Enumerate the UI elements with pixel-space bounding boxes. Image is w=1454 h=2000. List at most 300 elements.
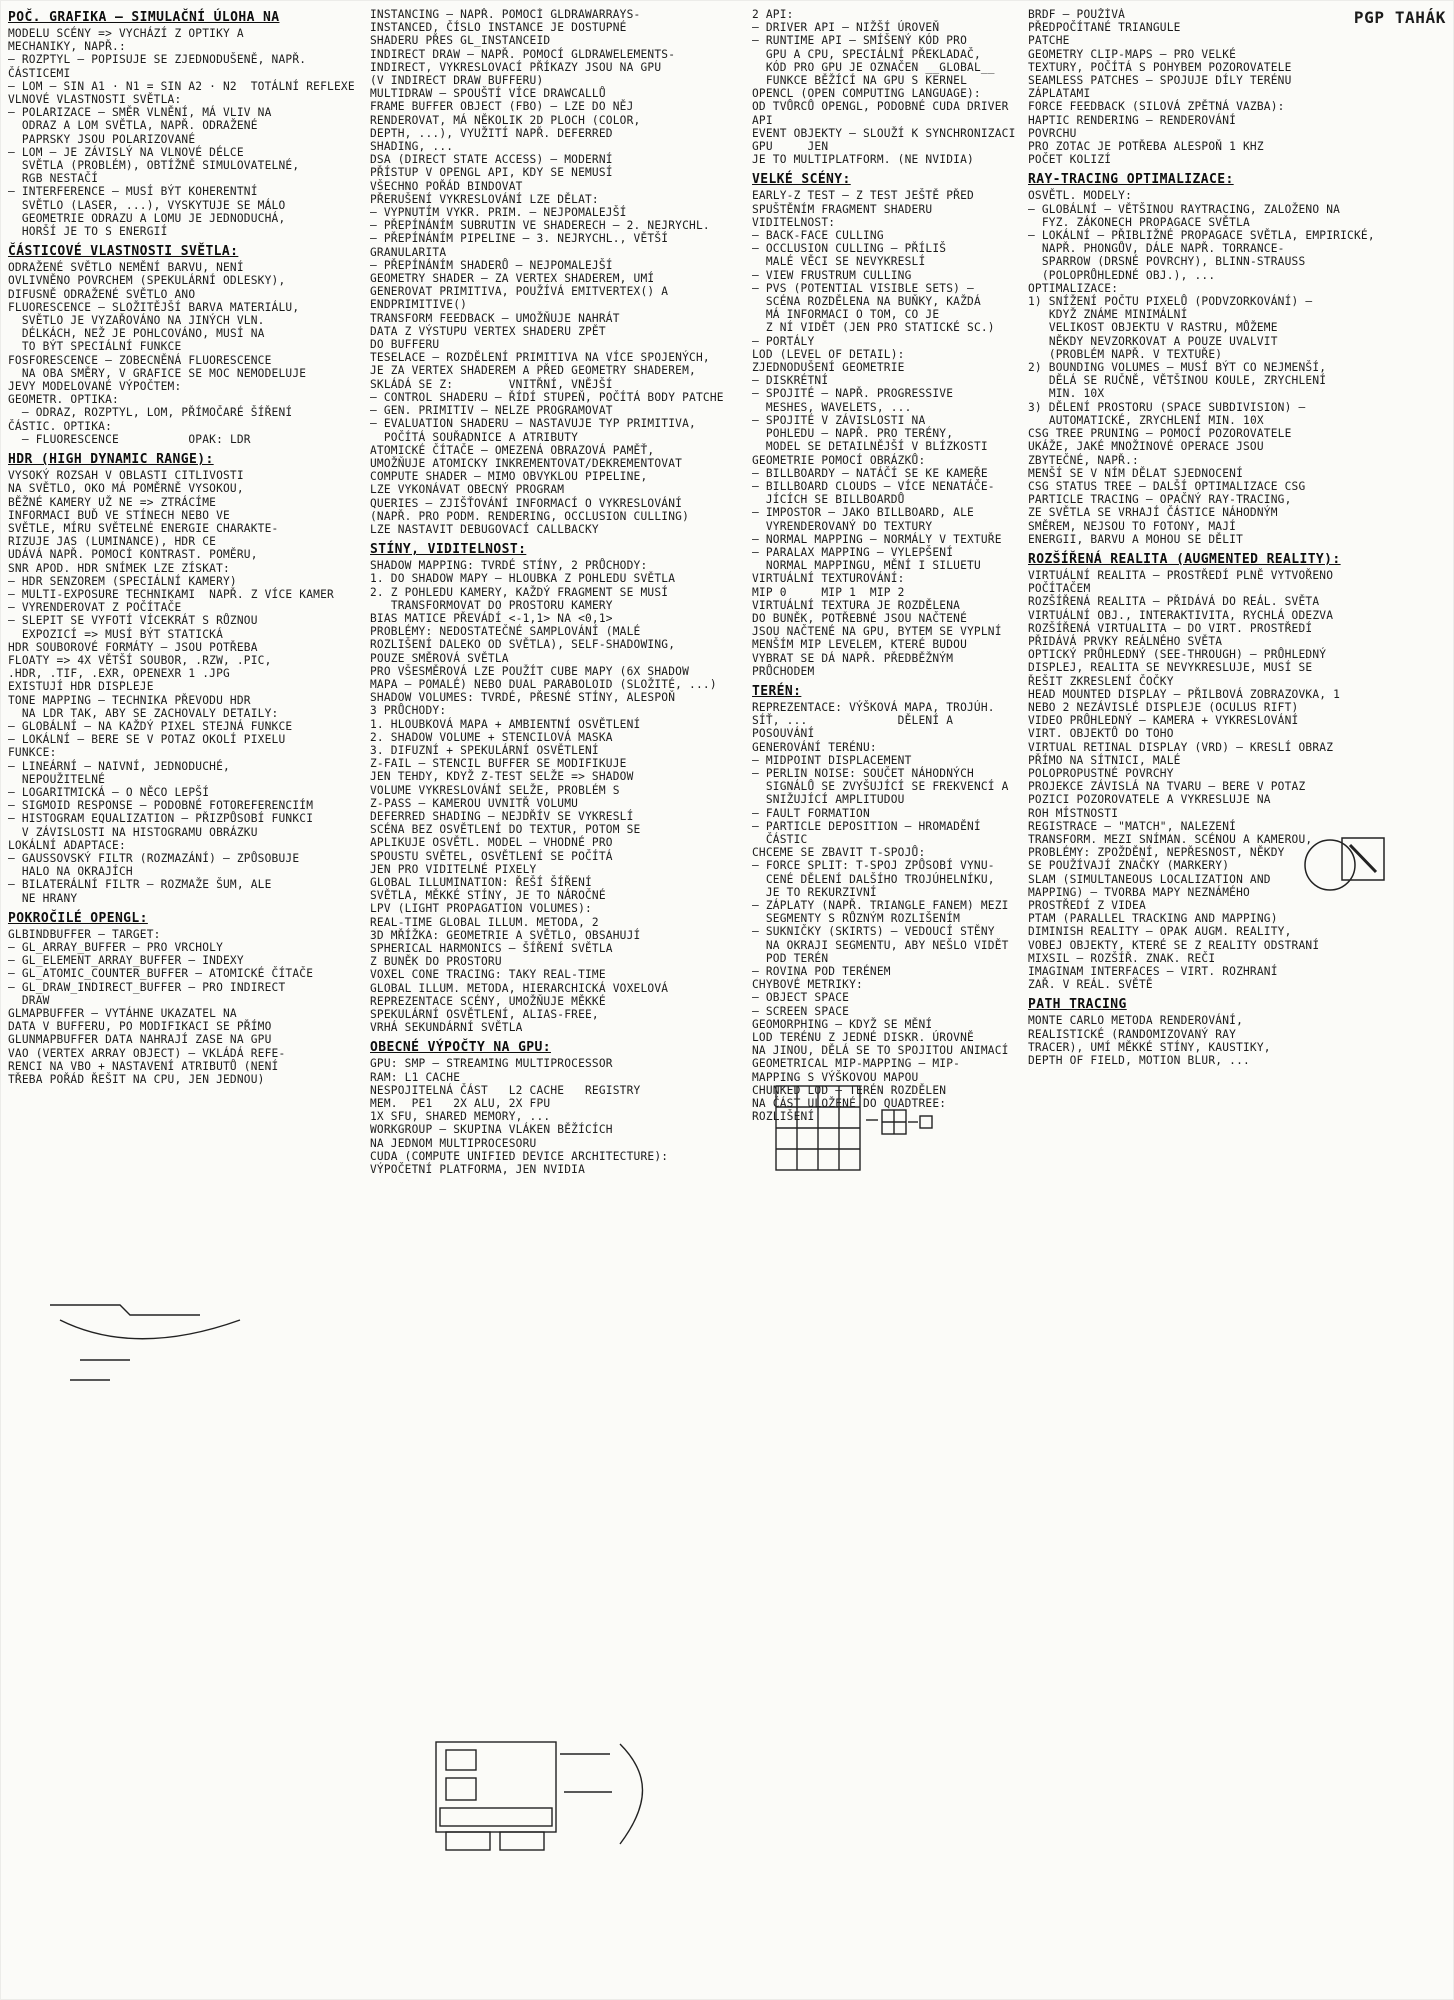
text-line: – DRIVER API – NIŽŠÍ ÚROVEŇ: [752, 21, 940, 35]
text-line: SCÉNA BEZ OSVĚTLENÍ DO TEXTUR, POTOM SE: [370, 823, 641, 837]
text-line: DRAW: [8, 993, 50, 1007]
text-line: ROZLIŠENÍ DALEKO OD SVĚTLA), SELF-SHADOWING,: [370, 638, 676, 652]
text-line: POD TERÉN: [752, 951, 829, 965]
section-4-1: [1028, 8, 1446, 166]
text-line: – GL_ARRAY_BUFFER – PRO VRCHOLY: [8, 941, 223, 954]
text-line: SLAM (SIMULTANEOUS LOCALIZATION AND: [1028, 872, 1271, 886]
text-line: FYZ. ZÁKONECH PROPAGACE SVĚTLA: [1028, 215, 1250, 229]
text-line: JE ZA VERTEX SHADEREM A PŘED GEOMETRY SHADEREM,: [370, 364, 696, 378]
text-line: – PŘEPÍNÁNÍM SHADERŮ – NEJPOMALEJŠÍ: [370, 258, 613, 272]
text-line: UKÁŽE, JAKÉ MNOŽINOVÉ OPERACE JSOU: [1028, 440, 1264, 454]
text-line: VŠECHNO POŘÁD BINDOVAT: [370, 179, 523, 193]
text-line: – FAULT FORMATION: [752, 806, 870, 820]
text-line: CENÉ DĚLENÍ DALŠÍHO TROJÚHELNÍKU,: [752, 872, 995, 886]
text-line: GPU A CPU, SPECIÁLNÍ PŘEKLADAČ,: [752, 47, 981, 61]
text-line: PRO VŠESMĚROVÁ LZE POUŽÍT CUBE MAPY (6X SHADOW: [370, 664, 690, 678]
text-line: OD TVŮRCŮ OPENGL, PODOBNÉ CUDA DRIVER API: [752, 100, 1016, 127]
text-line: SPOUSTU SVĚTEL, OSVĚTLENÍ SE POČÍTÁ: [370, 849, 613, 863]
text-line: – VYPNUTÍM VYKR. PRIM. – NEJPOMALEJŠÍ: [370, 206, 627, 220]
section-heading: OBECNÉ VÝPOČTY NA GPU:: [370, 1040, 551, 1056]
text-line: NA JEDNOM MULTIPROCESORU: [370, 1136, 537, 1150]
text-line: VYRENDEROVANÝ DO TEXTURY: [752, 519, 933, 533]
text-line: (NAPŘ. PRO PODM. RENDERING, OCCLUSION CULLING): [370, 509, 690, 523]
text-line: – SUKNIČKY (SKIRTS) – VEDOUCÍ STĚNY: [752, 925, 995, 939]
text-line: – POLARIZACE – SMĚR VLNĚNÍ, MÁ VLIV NA: [8, 106, 272, 120]
text-line: DÉLKÁCH, NEŽ JE POHLCOVÁNO, MUSÍ NA: [8, 327, 265, 341]
text-line: CHCEME SE ZBAVIT T-SPOJŮ:: [752, 846, 926, 860]
text-line: GEOMETRIE ODRAZU A LOMU JE JEDNODUCHÁ,: [8, 211, 286, 225]
text-line: PŘERUŠENÍ VYKRESLOVÁNÍ LZE DĚLAT:: [370, 192, 599, 206]
text-line: ČÁSTIC: [752, 832, 808, 846]
text-line: 3) DĚLENÍ PROSTORU (SPACE SUBDIVISION) –: [1028, 400, 1306, 414]
text-line: SKLÁDÁ SE Z: VNITŘNÍ, VNĚJŠÍ: [370, 377, 613, 391]
section-4-4: [1028, 997, 1446, 1067]
text-line: JEN TEHDY, KDYŽ Z-TEST SELŽE => SHADOW: [370, 770, 634, 784]
text-line: KÓD PRO GPU JE OZNAČEN __GLOBAL__: [752, 60, 995, 74]
text-line: – PARALAX MAPPING – VYLEPŠENÍ: [752, 545, 954, 559]
text-line: AUTOMATICKÉ, ZRYCHLENÍ MIN. 10X: [1028, 413, 1264, 427]
text-line: FUNKCE BĚŽÍCÍ NA GPU S KERNEL: [752, 74, 968, 88]
text-line: MESHES, WAVELETS, ...: [752, 400, 912, 414]
text-line: MIP 0 MIP 1 MIP 2: [752, 585, 905, 599]
text-line: – LOGARITMICKÁ – O NĚCO LEPŠÍ: [8, 785, 210, 799]
text-line: Z NÍ VIDĚT (JEN PRO STATICKÉ SC.): [752, 321, 995, 335]
text-line: SPARROW (DRSNÉ POVRCHY), BLINN-STRAUSS: [1028, 255, 1306, 269]
section-heading: RAY-TRACING OPTIMALIZACE:: [1028, 172, 1234, 188]
text-line: 2 API:: [752, 8, 794, 21]
text-line: ROZŠÍŘENÁ VIRTUALITA – DO VIRT. PROSTŘEDÍ: [1028, 621, 1313, 635]
section-heading: TERÉN:: [752, 683, 802, 699]
section-heading: ČÁSTICOVÉ VLASTNOSTI SVĚTLA:: [8, 244, 239, 260]
text-line: – GL_DRAW_INDIRECT_BUFFER – PRO INDIRECT: [8, 980, 286, 994]
text-line: – PORTÁLY: [752, 334, 815, 348]
text-line: RENDEROVAT, MÁ NĚKOLIK 2D PLOCH (COLOR,: [370, 113, 641, 127]
text-line: MEM. PE1 2X ALU, 2X FPU: [370, 1097, 551, 1111]
text-line: MAPPING) – TVORBA MAPY NEZNÁMÉHO: [1028, 885, 1250, 899]
text-line: PTAM (PARALLEL TRACKING AND MAPPING): [1028, 912, 1278, 926]
text-line: ROZLIŠENÍ: [752, 1110, 815, 1124]
text-line: – BILLBOARD CLOUDS – VÍCE NENATÁČE-: [752, 479, 995, 493]
text-line: NA SVĚTLO, OKO MÁ POMĚRNĚ VYSOKOU,: [8, 482, 244, 496]
text-line: SVĚTLO JE VYZAŘOVÁNO NA JINÝCH VLN.: [8, 314, 265, 328]
text-line: MENŠÍM MIP LEVELEM, KTERÉ BUDOU: [752, 638, 967, 652]
text-line: FOSFORESCENCE – ZOBECNĚNÁ FLUORESCENCE: [8, 353, 272, 367]
text-line: MODELU SCÉNY => VYCHÁZÍ Z OPTIKY A: [8, 27, 244, 40]
text-line: POČET KOLIZÍ: [1028, 153, 1112, 167]
text-line: NESPOJITELNÁ ČÁST L2 CACHE REGISTRY: [370, 1083, 641, 1097]
text-line: OPENCL (OPEN COMPUTING LANGUAGE):: [752, 87, 981, 101]
section-2-3: [370, 1040, 742, 1176]
text-line: POČÍTAČEM: [1028, 582, 1091, 596]
text-line: – SPOJITÉ – NAPŘ. PROGRESSIVE: [752, 387, 954, 401]
text-line: VIRT. OBJEKTŮ DO TOHO: [1028, 727, 1174, 741]
text-line: – GLOBÁLNÍ – VĚTŠINOU RAYTRACING, ZALOŽENO NA: [1028, 202, 1341, 216]
text-line: SHADOW MAPPING: TVRDÉ STÍNY, 2 PRŮCHODY:: [370, 559, 648, 573]
text-line: – GL_ATOMIC_COUNTER_BUFFER – ATOMICKÉ ČÍTAČE: [8, 967, 314, 981]
text-line: PATCHE: [1028, 34, 1070, 48]
text-line: SPHERICAL HARMONICS – ŠÍŘENÍ SVĚTLA: [370, 942, 613, 956]
text-line: LZE VYKONÁVAT OBECNÝ PROGRAM: [370, 483, 565, 497]
text-line: FORCE FEEDBACK (SILOVÁ ZPĚTNÁ VAZBA):: [1028, 100, 1285, 114]
text-line: RAM: L1 CACHE: [370, 1070, 461, 1084]
text-line: NE HRANY: [8, 891, 78, 905]
text-line: DEFERRED SHADING – NEJDŘÍV SE VYKRESLÍ: [370, 809, 634, 823]
text-line: LOD TERÉNU Z JEDNÉ DISKR. ÚROVNĚ: [752, 1031, 974, 1045]
text-line: FLOATY => 4X VĚTŠÍ SOUBOR, .RZW, .PIC,: [8, 653, 272, 667]
section-heading: VELKÉ SCÉNY:: [752, 172, 851, 188]
text-line: – GAUSSOVSKÝ FILTR (ROZMAZÁNÍ) – ZPŮSOBUJE: [8, 851, 300, 865]
text-line: – ROZPTYL – POPISUJE SE ZJEDNODUŠENĚ, NAPŘ. ČÁSTICEMI: [8, 53, 314, 80]
text-line: PŘÍSTUP V OPENGL API, KDY SE NEMUSÍ: [370, 166, 613, 180]
text-line: – PARTICLE DEPOSITION – HROMADĚNÍ: [752, 819, 981, 833]
text-line: VOBEJ OBJEKTY, KTERÉ SE Z REALITY ODSTRANÍ: [1028, 938, 1320, 952]
text-line: – GL_ELEMENT_ARRAY_BUFFER – INDEXY: [8, 954, 244, 968]
text-line: CHUNKED LOD – TERÉN ROZDĚLEN: [752, 1083, 947, 1097]
text-line: CHYBOVÉ METRIKY:: [752, 978, 863, 992]
text-line: PRŮCHODEM: [752, 664, 815, 678]
text-line: DIMINISH REALITY – OPAK AUGM. REALITY,: [1028, 925, 1292, 939]
text-line: QUERIES – ZJIŠŤOVÁNÍ INFORMACÍ O VYKRESLOVÁNÍ: [370, 496, 683, 510]
text-line: NEPOUŽITELNÉ: [8, 772, 106, 786]
text-line: GEOMETRY CLIP-MAPS – PRO VELKÉ: [1028, 47, 1237, 61]
text-line: POVRCHU: [1028, 126, 1077, 140]
text-line: MAPA – POMALÉ) NEBO DUAL PARABOLOID (SLOŽITÉ, ...): [370, 677, 717, 691]
text-line: MÁ INFORMACI O TOM, CO JE: [752, 308, 940, 322]
text-line: JEN PRO VIDITELNÉ PIXELY: [370, 862, 537, 876]
text-line: – PERLIN NOISE: SOUČET NÁHODNÝCH: [752, 766, 974, 780]
text-line: MONTE CARLO METODA RENDEROVÁNÍ,: [1028, 1014, 1243, 1028]
text-line: POHLEDU – NAPŘ. PRO TERÉNY,: [752, 427, 954, 441]
text-line: POZICI POZOROVATELE A VYKRESLUJE NA: [1028, 793, 1271, 807]
text-line: – LOKÁLNÍ – BERE SE V POTAZ OKOLÍ PIXELU: [8, 733, 286, 747]
section-heading: POČ. GRAFIKA – SIMULAČNÍ ÚLOHA NA: [8, 10, 280, 25]
text-line: JE TO MULTIPLATFORM. (NE NVIDIA): [752, 153, 974, 167]
text-line: DO BUNĚK, POTŘEBNÉ JSOU NAČTENÉ: [752, 611, 967, 625]
text-line: – LINEÁRNÍ – NAIVNÍ, JEDNODUCHÉ,: [8, 759, 230, 773]
text-line: DATA Z VÝSTUPU VERTEX SHADERU ZPĚT: [370, 324, 606, 338]
text-line: BĚŽNÉ KAMERY UŽ NE => ZTRÁCÍME: [8, 495, 217, 509]
text-line: – PŘEPÍNÁNÍM SUBRUTIN VE SHADERECH – 2. NEJRYCHL.: [370, 219, 710, 233]
text-line: EXISTUJÍ HDR DISPLEJE: [8, 680, 154, 694]
text-line: DEPTH, ...), VYUŽITÍ NAPŘ. DEFERRED: [370, 126, 613, 140]
text-line: MAPPING S VÝŠKOVOU MAPOU: [752, 1070, 919, 1084]
text-line: – NORMAL MAPPING – NORMÁLY V TEXTUŘE: [752, 532, 1002, 546]
column-4: [1028, 8, 1446, 1992]
section-1-4: [8, 911, 360, 1086]
text-line: SVĚTLA (PROBLÉM), OBTÍŽNĚ SIMULOVATELNÉ,: [8, 159, 300, 173]
text-line: 3. DIFUZNÍ + SPEKULÁRNÍ OSVĚTLENÍ: [370, 743, 599, 757]
text-line: ROZŠÍŘENÁ REALITA – PŘIDÁVÁ DO REÁL. SVĚTA: [1028, 595, 1320, 609]
text-line: VLNOVÉ VLASTNOSTI SVĚTLA:: [8, 93, 182, 107]
section-1-1: [8, 10, 360, 238]
text-line: TRANSFORM FEEDBACK – UMOŽŇUJE NAHRÁT: [370, 311, 620, 325]
text-line: – OCCLUSION CULLING – PŘÍLIŠ: [752, 242, 947, 256]
text-line: .HDR, .TIF, .EXR, OPENEXR 1 .JPG: [8, 667, 230, 681]
text-line: TRACER), UMÍ MĚKKÉ STÍNY, KAUSTIKY,: [1028, 1040, 1271, 1054]
text-line: – LOKÁLNÍ – PŘIBLIŽNÉ PROPAGACE SVĚTLA, EMPIRICKÉ,: [1028, 229, 1375, 243]
text-line: SHADERU PŘES GL_INSTANCEID: [370, 34, 551, 48]
text-line: NA OKRAJI SEGMENTU, ABY NEŠLO VIDĚT: [752, 938, 1009, 952]
text-line: PROSTŘEDÍ Z VIDEA: [1028, 899, 1146, 912]
text-line: INSTANCED, ČÍSLO INSTANCE JE DOSTUPNÉ: [370, 21, 627, 35]
text-line: GENEROVÁNÍ TERÉNU:: [752, 740, 877, 754]
text-line: – EVALUATION SHADERU – NASTAVUJE TYP PRIMITIVA,: [370, 417, 696, 431]
tone-mapping-sketch: [40, 1290, 280, 1390]
column-3: [752, 8, 1018, 1992]
text-line: MULTIDRAW – SPOUŠTÍ VÍCE DRAWCALLŮ: [370, 87, 606, 101]
text-line: – HISTOGRAM EQUALIZATION – PŘIZPŮSOBÍ FUNKCI: [8, 812, 314, 826]
text-line: POČÍTÁ SOUŘADNICE A ATRIBUTY: [370, 430, 579, 444]
text-line: MALÉ VĚCI SE NEVYKRESLÍ: [752, 255, 926, 269]
text-line: JEVY MODELOVANÉ VÝPOČTEM:: [8, 380, 182, 394]
column-2: [370, 8, 742, 1992]
column-1: [8, 8, 360, 1992]
section-heading: PATH TRACING: [1028, 997, 1127, 1013]
text-line: – DISKRÉTNÍ: [752, 374, 829, 388]
text-line: SE POUŽÍVAJÍ ZNAČKY (MARKERY): [1028, 859, 1230, 873]
section-2-1: [370, 8, 742, 536]
text-line: INSTANCING – NAPŘ. POMOCÍ GLDRAWARRAYS-: [370, 8, 641, 21]
text-line: (POLOPRŮHLEDNÉ OBJ.), ...: [1028, 268, 1216, 282]
text-line: GEOMETRIE POMOCÍ OBRÁZKŮ:: [752, 453, 926, 467]
text-line: ROH MÍSTNOSTI: [1028, 806, 1119, 820]
text-line: (PROBLÉM NAPŘ. V TEXTUŘE): [1028, 347, 1223, 361]
text-line: ODRAZ A LOM SVĚTLA, NAPŘ. ODRAŽENÉ: [8, 119, 258, 133]
text-line: 1. HLOUBKOVÁ MAPA + AMBIENTNÍ OSVĚTLENÍ: [370, 717, 641, 731]
text-line: LPV (LIGHT PROPAGATION VOLUMES):: [370, 902, 592, 916]
text-line: EARLY-Z TEST – Z TEST JEŠTĚ PŘED: [752, 189, 974, 203]
text-line: HAPTIC RENDERING – RENDEROVÁNÍ: [1028, 113, 1237, 127]
text-line: MECHANIKY, NAPŘ.:: [8, 40, 126, 54]
section-heading: ROZŠÍŘENÁ REALITA (AUGMENTED REALITY):: [1028, 551, 1341, 567]
text-line: – RUNTIME API – SMÍŠENÝ KÓD PRO: [752, 34, 967, 48]
text-line: GLUNMAPBUFFER DATA NAHRAJÍ ZASE NA GPU: [8, 1033, 272, 1047]
texture-pyramid-sketch: [770, 1080, 950, 1190]
text-line: HEAD MOUNTED DISPLAY – PŘILBOVÁ ZOBRAZOVKA, 1: [1028, 687, 1341, 701]
text-line: – GEN. PRIMITIV – NELZE PROGRAMOVAT: [370, 404, 613, 418]
text-line: – VIEW FRUSTRUM CULLING: [752, 268, 912, 282]
text-line: – SLEPIT SE VYFOTÍ VÍCEKRÁT S RŮZNOU: [8, 614, 258, 628]
text-line: PRO ZOTAC JE POTŘEBA ALESPOŇ 1 KHZ: [1028, 140, 1264, 154]
text-line: VIDITELNOST:: [752, 215, 836, 229]
text-line: VIRTUÁLNÍ REALITA – PROSTŘEDÍ PLNĚ VYTVOŘENO: [1028, 568, 1334, 582]
section-1-3: [8, 452, 360, 905]
text-line: NORMAL MAPPINGU, MĚNÍ I SILUETU: [752, 559, 981, 573]
text-line: SMĚREM, NEJSOU TO FOTONY, MAJÍ: [1028, 519, 1237, 533]
text-line: NA ČÁST ULOŽENÉ DO QUADTREE:: [752, 1097, 947, 1111]
text-line: – ROVINA POD TERÉNEM: [752, 965, 891, 979]
text-line: FUNKCE:: [8, 746, 57, 760]
text-line: PARTICLE TRACING – OPAČNÝ RAY-TRACING,: [1028, 493, 1292, 507]
text-line: CSG STATUS TREE – DALŠÍ OPTIMALIZACE CSG: [1028, 479, 1306, 493]
text-line: DISPLEJ, REALITA SE NEVYKRESLUJE, MUSÍ SE: [1028, 661, 1313, 675]
text-line: VOXEL CONE TRACING: TAKY REAL-TIME: [370, 968, 606, 982]
text-line: HALO NA OKRAJÍCH: [8, 865, 133, 879]
text-line: DEPTH OF FIELD, MOTION BLUR, ...: [1028, 1054, 1250, 1068]
text-line: OVLIVNĚNO POVRCHEM (SPEKULÁRNÍ ODLESKY),: [8, 274, 286, 288]
gpu-diagram-sketch: [380, 1734, 710, 1864]
text-line: RENCI NA VBO + NASTAVENÍ ATRIBUTŮ (NENÍ: [8, 1059, 279, 1073]
text-line: – SCREEN SPACE: [752, 1004, 850, 1018]
text-line: GPU: SMP – STREAMING MULTIPROCESSOR: [370, 1057, 613, 1071]
section-3-1: [752, 8, 1018, 166]
text-line: 3D MŘÍŽKA: GEOMETRIE A SVĚTLO, OBSAHUJÍ: [370, 928, 641, 942]
text-line: Z-PASS – KAMEROU UVNITŘ VOLUMU: [370, 796, 579, 810]
text-line: EVENT OBJEKTY – SLOUŽÍ K SYNCHRONIZACI: [752, 126, 1016, 140]
text-line: – LOM – SIN Α1 · N1 = SIN Α2 · N2 TOTÁLNÍ REFLEXE: [8, 79, 355, 93]
text-line: 1) SNÍŽENÍ POČTU PIXELŮ (PODVZORKOVÁNÍ) –: [1028, 295, 1313, 309]
text-line: SPEKULÁRNÍ OSVĚTLENÍ, ALIAS-FREE,: [370, 1008, 599, 1022]
text-line: GLOBAL ILLUM. METODA, HIERARCHICKÁ VOXELOVÁ: [370, 981, 669, 995]
text-line: HORŠÍ JE TO S ENERGIÍ: [8, 225, 168, 239]
text-line: – FORCE SPLIT: T-SPOJ ZPŮSOBÍ VYNU-: [752, 859, 995, 873]
page-tag: PGP TAHÁK: [1353, 8, 1446, 27]
section-heading: STÍNY, VIDITELNOST:: [370, 542, 527, 558]
text-line: SÍŤ, ... DĚLENÍ A POSOUVÁNÍ: [752, 714, 961, 741]
text-line: JÍCÍCH SE BILLBOARDŮ: [752, 493, 905, 507]
text-line: VIRTUÁLNÍ OBJ., INTERAKTIVITA, RYCHLÁ ODEZVA: [1028, 608, 1334, 622]
text-line: SHADOW VOLUMES: TVRDÉ, PŘESNÉ STÍNY, ALESPOŇ: [370, 691, 676, 705]
text-line: MODEL SE DETAILNĚJŠÍ V BLÍZKOSTI: [752, 440, 988, 454]
section-heading: POKROČILÉ OPENGL:: [8, 910, 148, 926]
text-line: – INTERFERENCE – MUSÍ BÝT KOHERENTNÍ: [8, 185, 258, 199]
text-line: ŘEŠIT ZKRESLENÍ ČOČKY: [1028, 674, 1174, 688]
section-2-2: [370, 542, 742, 1034]
text-line: – OBJECT SPACE: [752, 991, 850, 1005]
text-line: – SPOJITÉ V ZÁVISLOSTI NA: [752, 413, 926, 427]
text-line: DATA V BUFFERU, PO MODIFIKACI SE PŘÍMO: [8, 1020, 272, 1034]
text-line: 2. SHADOW VOLUME + STENCILOVÁ MASKA: [370, 730, 613, 744]
text-line: UMOŽŇUJE ATOMICKY INKREMENTOVAT/DEKREMENTOVAT: [370, 456, 683, 470]
text-line: SCÉNA ROZDĚLENA NA BUŇKY, KAŽDÁ: [752, 295, 981, 309]
text-line: DSA (DIRECT STATE ACCESS) – MODERNÍ: [370, 153, 613, 167]
text-line: LOD (LEVEL OF DETAIL):: [752, 347, 905, 361]
section-4-3: [1028, 552, 1446, 992]
text-line: REAL-TIME GLOBAL ILLUM. METODA, 2: [370, 915, 599, 929]
text-line: – SIGMOID RESPONSE – PODOBNÉ FOTOREFERENCIÍM: [8, 799, 314, 813]
text-line: COMPUTE SHADER – MIMO OBVYKLOU PIPELINE,: [370, 470, 648, 484]
text-line: TO BÝT SPECIÁLNÍ FUNKCE: [8, 340, 182, 354]
section-heading: HDR (HIGH DYNAMIC RANGE):: [8, 452, 214, 468]
text-line: – GLOBÁLNÍ – NA KAŽDÝ PIXEL STEJNÁ FUNKCE: [8, 719, 293, 733]
text-line: GEOMETR. OPTIKA:: [8, 393, 119, 407]
text-line: TRANSFORM. MEZI SNÍMAN. SCÉNOU A KAMEROU,: [1028, 832, 1313, 846]
text-line: ZÁPLATAMI: [1028, 87, 1091, 101]
text-line: TONE MAPPING – TECHNIKA PŘEVODU HDR: [8, 693, 251, 707]
text-line: JE TO REKURZIVNÍ: [752, 885, 877, 899]
csg-circles-sketch: [1260, 820, 1410, 910]
section-1-2: [8, 244, 360, 446]
text-line: – LOM – JE ZÁVISLÝ NA VLNOVÉ DÉLCE: [8, 145, 244, 159]
text-line: TESELACE – ROZDĚLENÍ PRIMITIVA NA VÍCE SPOJENÝCH,: [370, 351, 710, 365]
text-line: PROBLÉMY: ZPOŽDĚNÍ, NEPŘESNOST, NĚKDY: [1028, 846, 1285, 860]
text-line: – HDR SENZOREM (SPECIÁLNÍ KAMERY): [8, 574, 237, 588]
text-line: GLOBAL ILLUMINATION: ŘEŠÍ ŠÍŘENÍ: [370, 876, 592, 889]
text-line: OPTICKÝ PRŮHLEDNÝ (SEE-THROUGH) – PRŮHLEDNÝ: [1028, 648, 1327, 662]
text-line: ENDPRIMITIVE(): [370, 298, 468, 312]
text-line: APLIKUJE OSVĚTL. MODEL – VHODNÉ PRO: [370, 836, 613, 850]
text-line: SEAMLESS PATCHES – SPOJUJE DÍLY TERÉNU: [1028, 74, 1292, 88]
text-line: ENERGII, BARVU A MOHOU SE DĚLIT: [1028, 532, 1243, 546]
text-line: – ODRAZ, ROZPTYL, LOM, PŘÍMOČARÉ ŠÍŘENÍ: [8, 406, 293, 420]
text-line: Z-FAIL – STENCIL BUFFER SE MODIFIKUJE: [370, 757, 627, 771]
text-line: ZE SVĚTLA SE VRHAJÍ ČÁSTICE NÁHODNÝM: [1028, 506, 1278, 520]
text-line: – PŘEPÍNÁNÍM PIPELINE – 3. NEJRYCHL., VĚTŠÍ GRANULARITA: [370, 232, 676, 259]
text-line: ZBYTEČNÉ, NAPŘ.:: [1028, 453, 1139, 467]
text-line: SIGNÁLŮ SE ZVYŠUJÍCÍ SE FREKVENCÍ A: [752, 780, 1009, 794]
text-line: 1X SFU, SHARED MEMORY, ...: [370, 1110, 551, 1124]
text-line: NA JINOU, DĚLÁ SE TO SPOJITOU ANIMACÍ: [752, 1044, 1009, 1058]
text-line: ZAŘ. V REÁL. SVĚTĚ: [1028, 978, 1153, 992]
text-line: GEOMETRY SHADER – ZA VERTEX SHADEREM, UMÍ: [370, 272, 655, 286]
text-line: IMAGINAM INTERFACES – VIRT. ROZHRANÍ: [1028, 965, 1278, 979]
text-line: GPU JEN: [752, 140, 829, 154]
text-line: MIXSIL – ROZŠÍŘ. ZNAK. REČI: [1028, 951, 1216, 965]
text-line: GEOMORPHING – KDYŽ SE MĚNÍ: [752, 1017, 933, 1031]
text-line: 2. Z POHLEDU KAMERY, KAŽDÝ FRAGMENT SE MUSÍ: [370, 585, 669, 599]
text-line: – MIDPOINT DISPLACEMENT: [752, 753, 912, 767]
text-line: HDR SOUBOROVÉ FORMÁTY – JSOU POTŘEBA: [8, 640, 258, 654]
section-4-2: [1028, 172, 1446, 545]
text-line: POUZE SMĚROVÁ SVĚTLA: [370, 651, 509, 665]
text-line: PROJEKCE ZÁVISLÁ NA TVARU – BERE V POTAZ: [1028, 780, 1306, 794]
text-line: JSOU NAČTENÉ NA GPU, BYTEM SE VYPLNÍ: [752, 625, 1002, 639]
text-line: ČÁSTIC. OPTIKA:: [8, 419, 113, 433]
text-line: – IMPOSTOR – JAKO BILLBOARD, ALE: [752, 506, 974, 520]
text-line: – ZÁPLATY (NAPŘ. TRIANGLE FANEM) MEZI: [752, 899, 1009, 912]
text-line: NĚKDY NEVZORKOVAT A POUZE UVALVIT: [1028, 334, 1278, 348]
text-line: LOKÁLNÍ ADAPTACE:: [8, 838, 126, 852]
text-line: GEOMETRICAL MIP-MAPPING – MIP-: [752, 1057, 961, 1071]
text-line: ZJEDNODUŠENÍ GEOMETRIE: [752, 361, 905, 375]
text-line: SVĚTLE, MÍRU SVĚTELNÉ ENERGIE CHARAKTE-: [8, 521, 279, 535]
text-line: – CONTROL SHADERU – ŘÍDÍ STUPEŇ, POČÍTÁ BODY PATCHE: [370, 390, 724, 404]
text-line: SVĚTLA, MĚKKÉ STÍNY, JE TO NÁROČNÉ: [370, 889, 606, 903]
text-line: OSVĚTL. MODELY:: [1028, 189, 1133, 203]
text-line: REPREZENTACE SCÉNY, UMOŽŇUJE MĚKKÉ: [370, 994, 606, 1008]
text-line: VIRTUÁLNÍ TEXTURA JE ROZDĚLENA: [752, 598, 961, 612]
text-line: CUDA (COMPUTE UNIFIED DEVICE ARCHITECTURE):: [370, 1149, 669, 1163]
section-3-3: [752, 684, 1018, 1124]
text-line: ODRAŽENÉ SVĚTLO NEMĚNÍ BARVU, NENÍ: [8, 261, 244, 275]
text-line: DIFUSNĚ ODRAŽENÉ SVĚTLO ANO: [8, 287, 196, 301]
text-line: – MULTI-EXPOSURE TECHNIKAMI NAPŘ. Z VÍCE KAMER: [8, 587, 334, 601]
text-line: 3 PRŮCHODY:: [370, 704, 447, 718]
text-line: BRDF – POUŽÍVÁ: [1028, 8, 1126, 21]
text-line: ATOMICKÉ ČÍTAČE – OMEZENÁ OBRAZOVÁ PAMĚŤ,: [370, 443, 655, 457]
text-line: PAPRSKY JSOU POLARIZOVANÉ: [8, 132, 196, 146]
text-line: FLUORESCENCE – SLOŽITĚJŠÍ BARVA MATERIÁLU,: [8, 300, 300, 314]
text-line: REPREZENTACE: VÝŠKOVÁ MAPA, TROJÚH.: [752, 700, 995, 714]
text-line: – PVS (POTENTIAL VISIBLE SETS) –: [752, 281, 974, 295]
text-line: (V INDIRECT DRAW BUFFERU): [370, 74, 544, 88]
text-line: GLBINDBUFFER – TARGET:: [8, 927, 161, 941]
text-line: PŘEDPOČÍTANÉ TRIANGULE: [1028, 21, 1181, 35]
text-line: POLOPROPUSTNÉ POVRCHY: [1028, 766, 1174, 780]
text-line: OPTIMALIZACE:: [1028, 281, 1119, 295]
text-line: – BILATERÁLNÍ FILTR – ROZMAŽE ŠUM, ALE: [8, 878, 272, 892]
text-line: VIRTUAL RETINAL DISPLAY (VRD) – KRESLÍ OBRAZ: [1028, 740, 1334, 754]
text-line: VELIKOST OBJEKTU V RASTRU, MŮŽEME: [1028, 321, 1278, 335]
text-line: VÝPOČETNÍ PLATFORMA, JEN NVIDIA: [370, 1163, 585, 1177]
text-line: SHADING, ...: [370, 140, 454, 154]
text-line: RIZUJE JAS (LUMINANCE), HDR CE: [8, 535, 217, 549]
text-line: INFORMACI BUĎ VE STÍNECH NEBO VE: [8, 508, 230, 522]
text-line: MENŠÍ SE V NÍM DĚLAT SJEDNOCENÍ: [1028, 466, 1243, 480]
text-line: VAO (VERTEX ARRAY OBJECT) – VKLÁDÁ REFE-: [8, 1046, 286, 1060]
text-line: KDYŽ ZNÁME MINIMÁLNÍ: [1028, 308, 1188, 322]
text-line: BIAS MATICE PŘEVÁDÍ <-1,1> NA <0,1>: [370, 611, 613, 625]
